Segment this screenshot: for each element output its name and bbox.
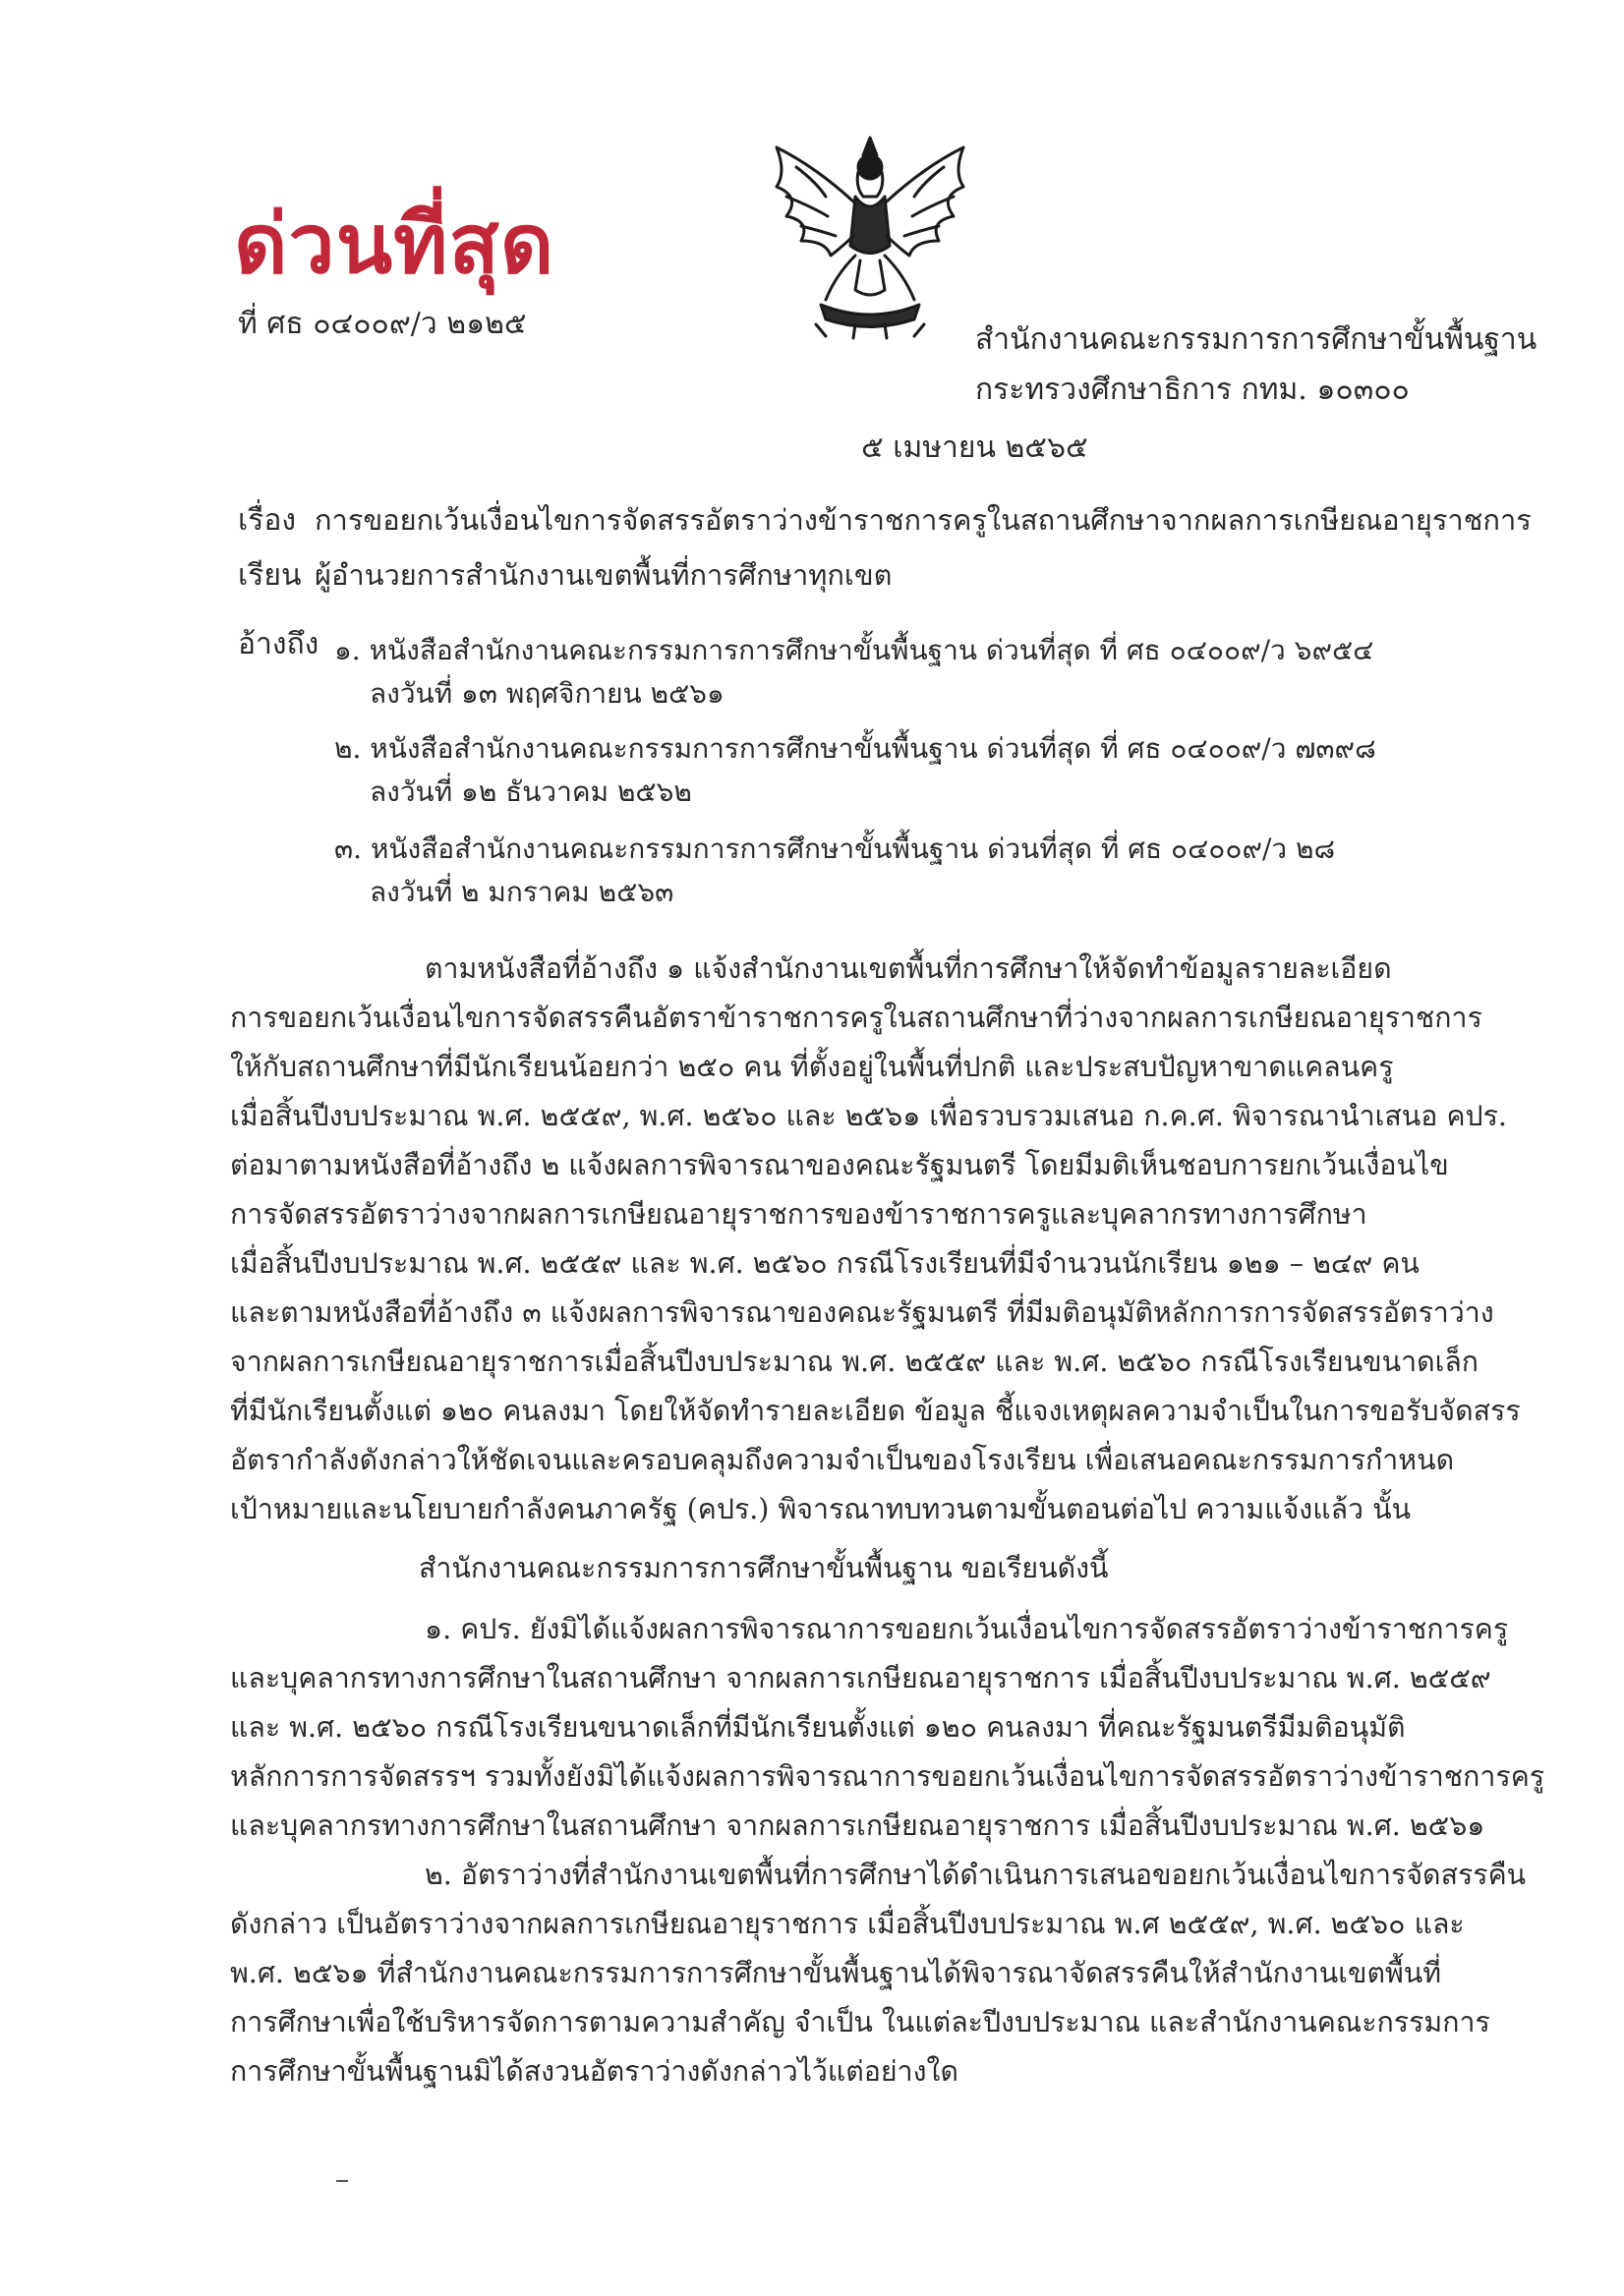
reference-3-line1: ๓. หนังสือสำนักงานคณะกรรมการการศึกษาขั้นพื้นฐาน ด่วนที่สุด ที่ ศธ ๐๔๐๐๙/ว ๒๘ xyxy=(334,832,1336,865)
reference-2-line2: ลงวันที่ ๑๒ ธันวาคม ๒๕๖๒ xyxy=(370,775,692,808)
recipient-text: ผู้อำนวยการสำนักงานเขตพื้นที่การศึกษาทุกเขต xyxy=(315,558,893,592)
paragraph-1-line: การจัดสรรอัตราว่างจากผลการเกษียณอายุราชการของข้าราชการครูและบุคลากรทางการศึกษา xyxy=(230,1198,1367,1231)
paragraph-1-line: เมื่อสิ้นปีงบประมาณ พ.ศ. ๒๕๕๙, พ.ศ. ๒๕๖๐ และ ๒๕๖๑ เพื่อรวบรวมเสนอ ก.ค.ศ. พิจารณานำเสนอ คปร. xyxy=(230,1100,1507,1132)
subject-label: เรื่อง xyxy=(238,503,297,538)
page-mark xyxy=(336,2180,348,2182)
ministry-address: กระทรวงศึกษาธิการ กทม. ๑๐๓๐๐ xyxy=(975,373,1410,407)
item-2-line: การศึกษาขั้นพื้นฐานมิได้สงวนอัตราว่างดังกล่าวไว้แต่อย่างใด xyxy=(230,2055,958,2088)
item-2-line: พ.ศ. ๒๕๖๑ ที่สำนักงานคณะกรรมการการศึกษาขั้นพื้นฐานได้พิจารณาจัดสรรคืนให้สำนักงานเขตพื้นที่ xyxy=(230,1957,1442,1989)
garuda-emblem-icon xyxy=(757,128,983,342)
paragraph-1-line: ตามหนังสือที่อ้างถึง ๑ แจ้งสำนักงานเขตพื้นที่การศึกษาให้จัดทำข้อมูลรายละเอียด xyxy=(425,952,1392,985)
item-1-line: ๑. คปร. ยังมิได้แจ้งผลการพิจารณาการขอยกเว้นเงื่อนไขการจัดสรรอัตราว่างข้าราชการครู xyxy=(425,1613,1509,1645)
item-2-line: การศึกษาเพื่อใช้บริหารจัดการตามความสำคัญ จำเป็น ในแต่ละปีงบประมาณ และสำนักงานคณะกรรมการ xyxy=(230,2006,1490,2038)
paragraph-1-line: จากผลการเกษียณอายุราชการเมื่อสิ้นปีงบประมาณ พ.ศ. ๒๕๕๙ และ พ.ศ. ๒๕๖๐ กรณีโรงเรียนขนาดเล็ก xyxy=(230,1346,1479,1378)
urgent-stamp: ด่วนที่สุด xyxy=(234,195,555,292)
item-2-line: ๒. อัตราว่างที่สำนักงานเขตพื้นที่การศึกษาได้ดำเนินการเสนอขอยกเว้นเงื่อนไขการจัดสรรคืน xyxy=(425,1859,1527,1891)
recipient-label: เรียน xyxy=(238,558,302,593)
document-date: ๕ เมษายน ๒๕๖๕ xyxy=(861,430,1088,465)
paragraph-1-line: เมื่อสิ้นปีงบประมาณ พ.ศ. ๒๕๕๙ และ พ.ศ. ๒๕๖๐ กรณีโรงเรียนที่มีจำนวนนักเรียน ๑๒๑ – ๒๔๙ คน xyxy=(230,1247,1420,1280)
item-1-line: และบุคลากรทางการศึกษาในสถานศึกษา จากผลการเกษียณอายุราชการ เมื่อสิ้นปีงบประมาณ พ.ศ. ๒๕๕๙ xyxy=(230,1662,1491,1694)
paragraph-1-line: เป้าหมายและนโยบายกำลังคนภาครัฐ (คปร.) พิจารณาทบทวนตามขั้นตอนต่อไป ความแจ้งแล้ว นั้น xyxy=(230,1493,1412,1525)
paragraph-1-line: ให้กับสถานศึกษาที่มีนักเรียนน้อยกว่า ๒๕๐ คน ที่ตั้งอยู่ในพื้นที่ปกติ และประสบปัญหาขาดแคลนครู xyxy=(230,1051,1394,1083)
paragraph-1-line: และตามหนังสือที่อ้างถึง ๓ แจ้งผลการพิจารณาของคณะรัฐมนตรี ที่มีมติอนุมัติหลักการการจัดสรรอัตราว่าง xyxy=(230,1296,1494,1329)
item-1-line: และบุคลากรทางการศึกษาในสถานศึกษา จากผลการเกษียณอายุราชการ เมื่อสิ้นปีงบประมาณ พ.ศ. ๒๕๖๑ xyxy=(230,1809,1485,1842)
reference-1-line2: ลงวันที่ ๑๓ พฤศจิกายน ๒๕๖๑ xyxy=(370,677,725,710)
reference-3-line2: ลงวันที่ ๒ มกราคม ๒๕๖๓ xyxy=(370,876,674,908)
paragraph-1-line: ต่อมาตามหนังสือที่อ้างถึง ๒ แจ้งผลการพิจารณาของคณะรัฐมนตรี โดยมีมติเห็นชอบการยกเว้นเงื่อนไข xyxy=(230,1149,1449,1181)
paragraph-1-line: ที่มีนักเรียนตั้งแต่ ๑๒๐ คนลงมา โดยให้จัดทำรายละเอียด ข้อมูล ชี้แจงเหตุผลความจำเป็นในการขอรับจัดสรร xyxy=(230,1395,1521,1427)
subject-text: การขอยกเว้นเงื่อนไขการจัดสรรอัตราว่างข้าราชการครูในสถานศึกษาจากผลการเกษียณอายุราชการ xyxy=(315,503,1532,537)
reference-2-line1: ๒. หนังสือสำนักงานคณะกรรมการการศึกษาขั้นพื้นฐาน ด่วนที่สุด ที่ ศธ ๐๔๐๐๙/ว ๗๓๙๘ xyxy=(334,732,1376,765)
item-2-line: ดังกล่าว เป็นอัตราว่างจากผลการเกษียณอายุราชการ เมื่อสิ้นปีงบประมาณ พ.ศ ๒๕๕๙, พ.ศ. ๒๕๖๐ และ xyxy=(230,1908,1465,1940)
paragraph-1-line: การขอยกเว้นเงื่อนไขการจัดสรรคืนอัตราข้าราชการครูในสถานศึกษาที่ว่างจากผลการเกษียณอายุราชการ xyxy=(230,1002,1482,1034)
item-1-line: และ พ.ศ. ๒๕๖๐ กรณีโรงเรียนขนาดเล็กที่มีนักเรียนตั้งแต่ ๑๒๐ คนลงมา ที่คณะรัฐมนตรีมีมติอนุมัติ xyxy=(230,1711,1406,1744)
document-number: ที่ ศธ ๐๔๐๐๙/ว ๒๑๒๕ xyxy=(238,307,527,341)
reference-label: อ้างถึง xyxy=(238,627,319,661)
issuing-office: สำนักงานคณะกรรมการการศึกษาขั้นพื้นฐาน xyxy=(975,322,1537,357)
item-1-line: หลักการการจัดสรรฯ รวมทั้งยังมิได้แจ้งผลการพิจารณาการขอยกเว้นเงื่อนไขการจัดสรรอัตราว่างข้าราชการครู xyxy=(230,1760,1545,1793)
reference-1-line1: ๑. หนังสือสำนักงานคณะกรรมการการศึกษาขั้นพื้นฐาน ด่วนที่สุด ที่ ศธ ๐๔๐๐๙/ว ๖๙๕๔ xyxy=(334,634,1374,666)
paragraph-1-line: อัตรากำลังดังกล่าวให้ชัดเจนและครอบคลุมถึงความจำเป็นของโรงเรียน เพื่อเสนอคณะกรรมการกำหนด xyxy=(230,1444,1455,1476)
paragraph-2-intro: สำนักงานคณะกรรมการการศึกษาขั้นพื้นฐาน ขอเรียนดังนี้ xyxy=(419,1552,1109,1584)
